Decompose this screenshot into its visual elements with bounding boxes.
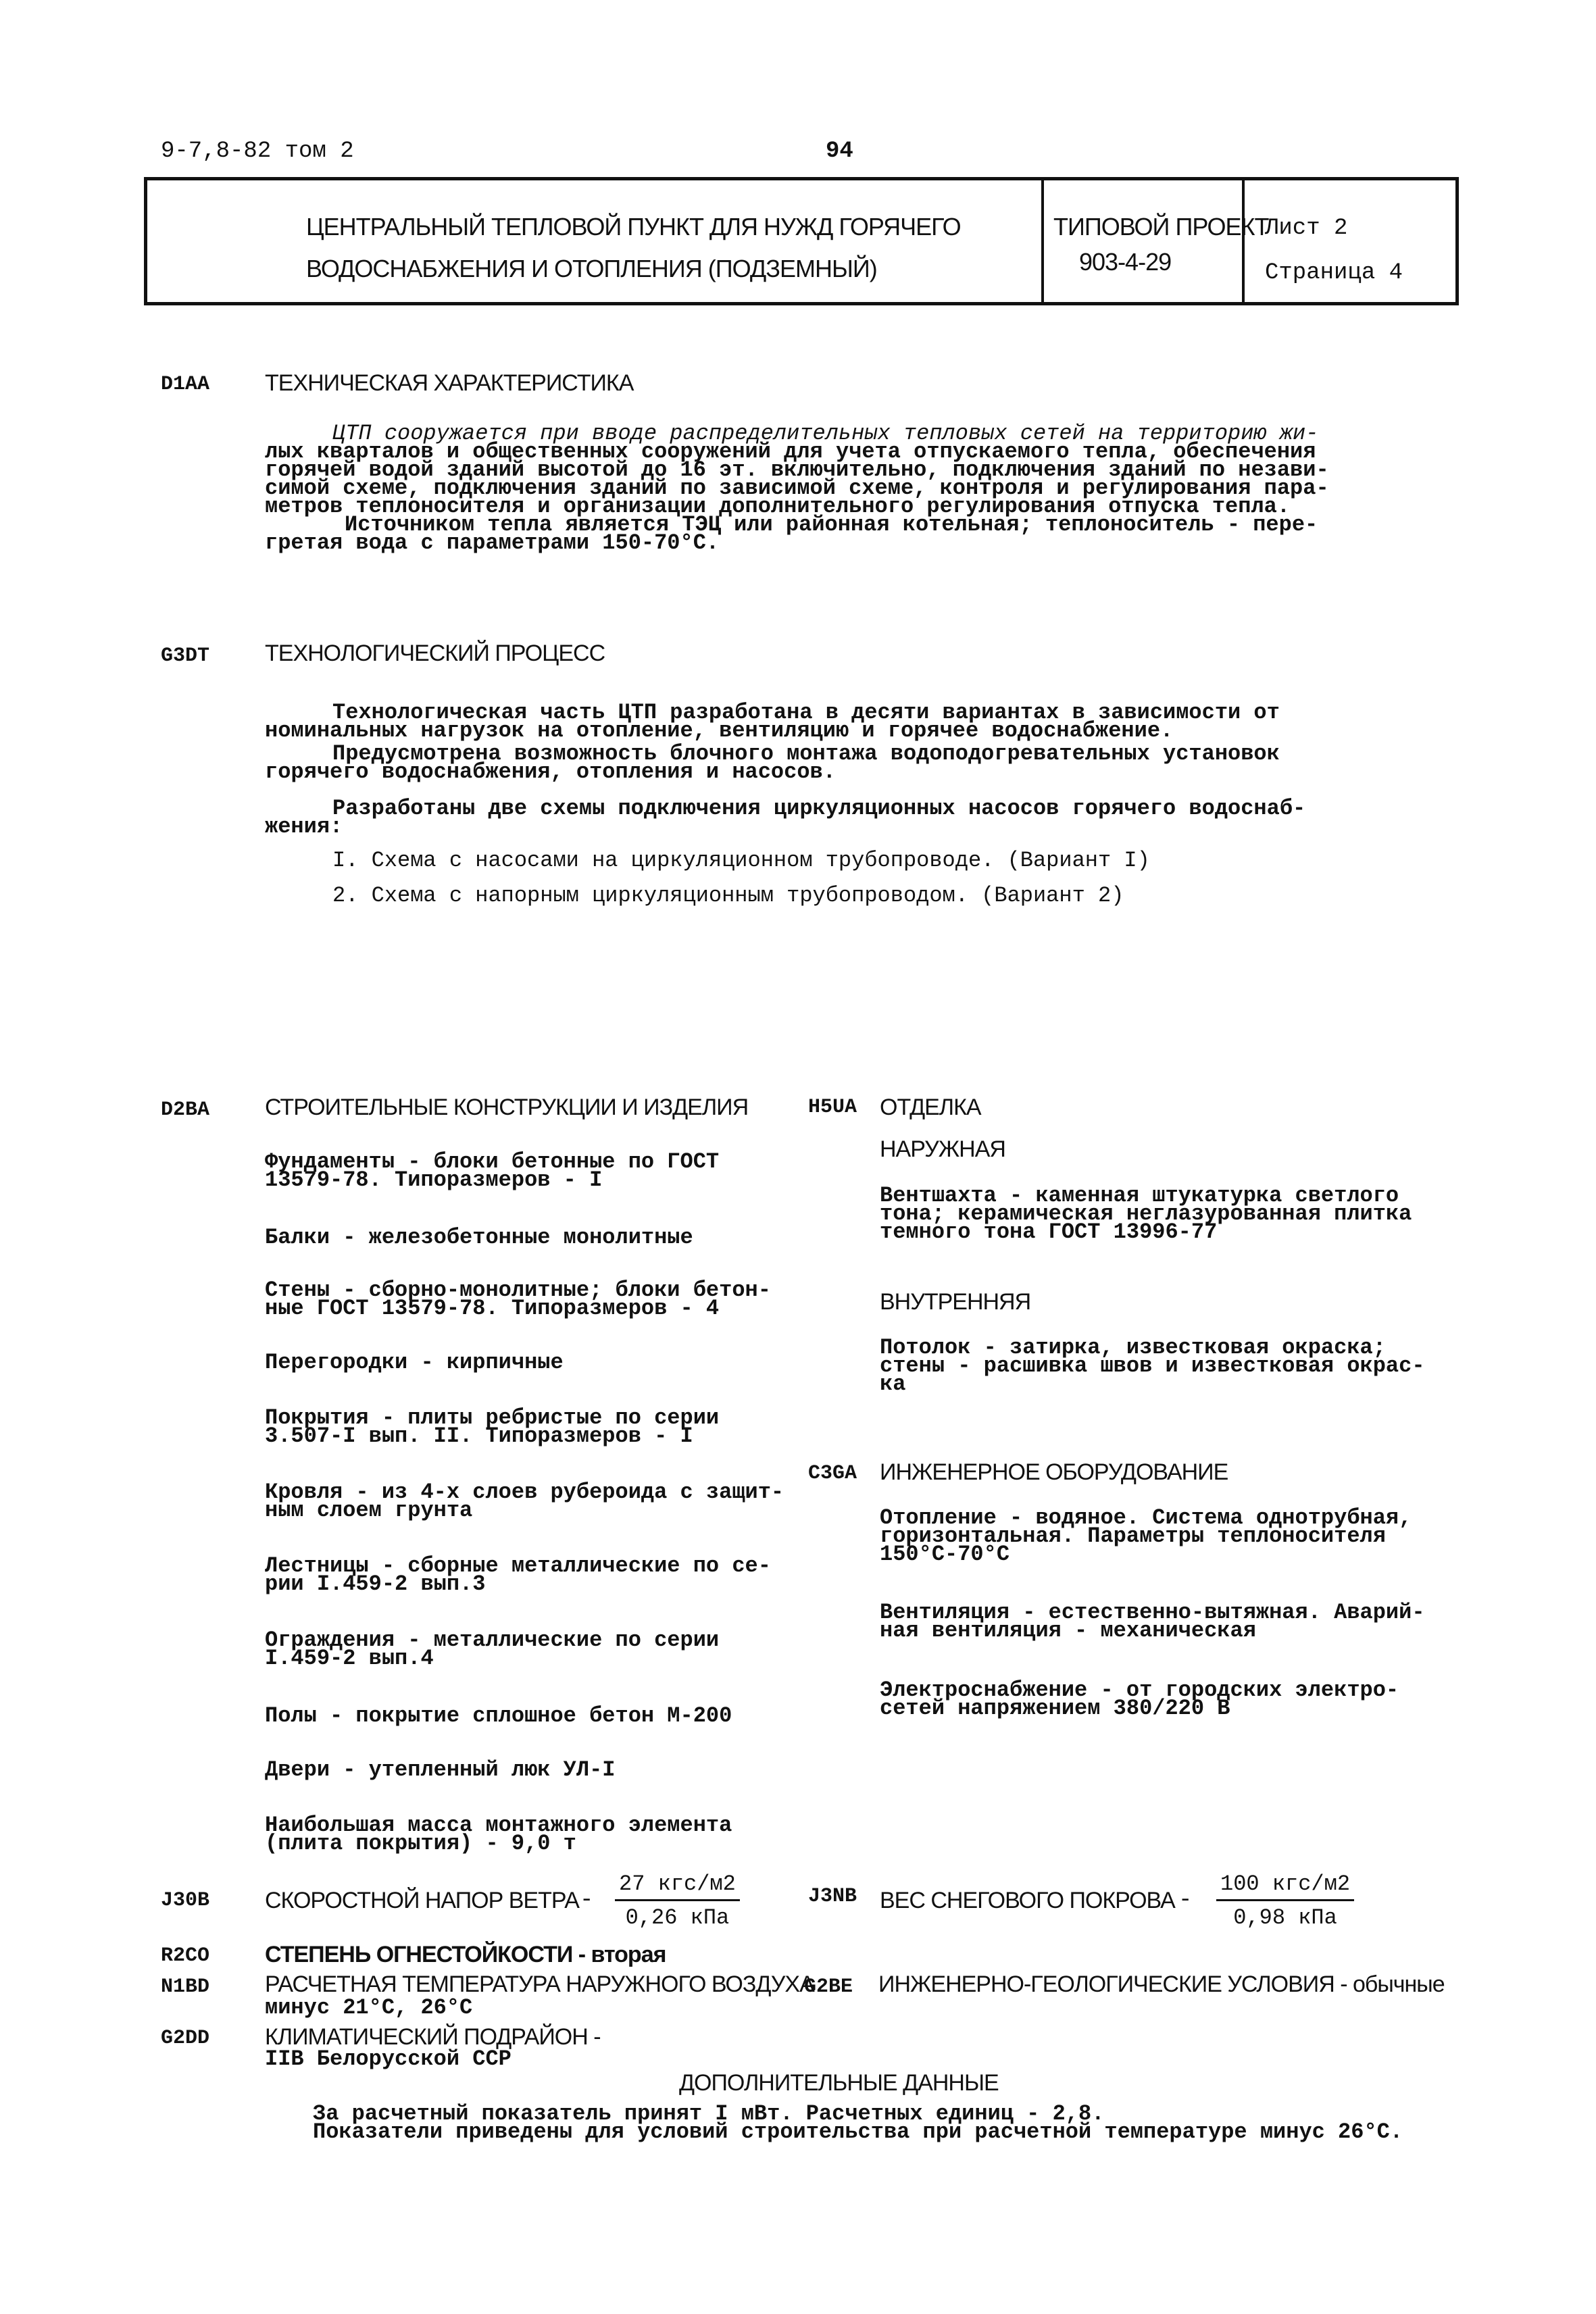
document-code: 9-7,8-82 том 2 xyxy=(161,139,354,164)
additional-line: За расчетный показатель принят I мВт. Расчетных единиц - 2,8. xyxy=(313,2101,1105,2126)
outdoor-temperature-label: РАСЧЕТНАЯ ТЕМПЕРАТУРА НАРУЖНОГО ВОЗДУХА xyxy=(265,1971,814,1997)
paragraph-line: номинальных нагрузок на отопление, вентиляцию и горячее водоснабжение. xyxy=(265,718,1174,743)
construction-item: I.459-2 вып.4 xyxy=(265,1646,434,1671)
wind-label: СКОРОСТНОЙ НАПОР ВЕТРА xyxy=(265,1888,579,1913)
sheet-cell xyxy=(1245,180,1455,302)
sheet-label: Лист 2 xyxy=(1265,216,1348,241)
equipment-line: Электроснабжение - от городских электро- xyxy=(880,1678,1399,1703)
construction-item: Кровля - из 4-х слоев рубероида с защит- xyxy=(265,1480,784,1505)
title-line-1: ЦЕНТРАЛЬНЫЙ ТЕПЛОВОЙ ПУНКТ ДЛЯ НУЖД ГОРЯЧЕГО xyxy=(306,213,961,241)
construction-item: рии I.459-2 вып.3 xyxy=(265,1571,486,1596)
fire-resistance: СТЕПЕНЬ ОГНЕСТОЙКОСТИ - вторая xyxy=(265,1942,666,1967)
section-code: G3DT xyxy=(161,645,210,668)
construction-item: ным слоем грунта xyxy=(265,1498,473,1523)
page-number: 94 xyxy=(826,139,853,164)
snow-dash: - xyxy=(1178,1888,1193,1913)
project-cell xyxy=(1044,180,1269,302)
parameter-code: N1BD xyxy=(161,1976,210,1998)
title-block xyxy=(144,177,1459,305)
equipment-line: сетей напряжением 380/220 В xyxy=(880,1696,1230,1721)
page-label: Страница 4 xyxy=(1265,260,1403,286)
paragraph-line: горячего водоснабжения, отопления и насосов. xyxy=(265,759,836,784)
section-heading: ТЕХНОЛОГИЧЕСКИЙ ПРОЦЕСС xyxy=(265,640,605,666)
paragraph-line: симой схеме, подключения зданий по зависимой схеме, контроля и регулирования пара- xyxy=(265,476,1329,501)
geology-conditions: ИНЖЕНЕРНО-ГЕОЛОГИЧЕСКИЕ УСЛОВИЯ - обычные xyxy=(878,1971,1445,1997)
construction-item: (плита покрытия) - 9,0 т xyxy=(265,1831,576,1856)
paragraph-line: Технологическая часть ЦТП разработана в десяти вариантах в зависимости от xyxy=(332,700,1280,725)
climate-value: IIВ Белорусской ССР xyxy=(265,2046,512,2071)
finish-line: Вентшахта - каменная штукатурка светлого xyxy=(880,1183,1399,1208)
construction-item: Балки - железобетонные монолитные xyxy=(265,1225,693,1250)
subsection-heading: НАРУЖНАЯ xyxy=(880,1136,1005,1162)
wind-value-kgs: 27 кгс/м2 xyxy=(615,1871,740,1901)
paragraph-line: жения: xyxy=(265,814,343,839)
paragraph-line: Разработаны две схемы подключения циркуляционных насосов горячего водоснаб- xyxy=(332,796,1306,821)
section-heading: ИНЖЕНЕРНОЕ ОБОРУДОВАНИЕ xyxy=(880,1459,1228,1485)
construction-item: 3.507-I вып. II. Типоразмеров - I xyxy=(265,1424,693,1449)
equipment-line: горизонтальная. Параметры теплоносителя xyxy=(880,1524,1386,1549)
outdoor-temperature-value: минус 21°С, 26°С xyxy=(265,1995,473,2020)
equipment-line: Отопление - водяное. Система однотрубная, xyxy=(880,1505,1412,1530)
section-code: D2BA xyxy=(161,1099,210,1122)
construction-item: 13579-78. Типоразмеров - I xyxy=(265,1167,603,1192)
equipment-line: ная вентиляция - механическая xyxy=(880,1618,1256,1643)
climate-label: КЛИМАТИЧЕСКИЙ ПОДРАЙОН - xyxy=(265,2024,601,2050)
paragraph-line: метров теплоносителя и организации дополнительного регулирования отпуска тепла. xyxy=(265,494,1291,519)
wind-value xyxy=(615,1871,740,1930)
finish-line: стены - расшивка швов и известковая окрас- xyxy=(880,1353,1425,1378)
section-heading: ОТДЕЛКА xyxy=(880,1095,981,1120)
wind-value-kpa: 0,26 кПа xyxy=(625,1905,730,1930)
paragraph-line: гретая вода с параметрами 150-70°С. xyxy=(265,530,720,555)
section-code: H5UA xyxy=(808,1096,857,1119)
construction-item: Фундаменты - блоки бетонные по ГОСТ xyxy=(265,1149,720,1174)
section-code: C3GA xyxy=(808,1462,857,1485)
paragraph-line: ЦТП сооружается при вводе распределительных тепловых сетей на территорию жи- xyxy=(332,421,1319,446)
equipment-line: Вентиляция - естественно-вытяжная. Аварий- xyxy=(880,1600,1425,1625)
finish-line: ка xyxy=(880,1372,906,1397)
snow-value-kpa: 0,98 кПа xyxy=(1233,1905,1337,1930)
parameter-code: J30B xyxy=(161,1889,210,1912)
section-heading: ТЕХНИЧЕСКАЯ ХАРАКТЕРИСТИКА xyxy=(265,370,634,396)
construction-item: Ограждения - металлические по серии xyxy=(265,1628,720,1653)
finish-line: Потолок - затирка, известковая окраска; xyxy=(880,1335,1386,1360)
finish-line: тона; керамическая неглазурованная плитка xyxy=(880,1201,1412,1226)
section-heading: СТРОИТЕЛЬНЫЕ КОНСТРУКЦИИ И ИЗДЕЛИЯ xyxy=(265,1095,749,1120)
parameter-code: J3NB xyxy=(808,1885,857,1908)
wind-dash: - xyxy=(580,1888,594,1913)
paragraph-line: Предусмотрена возможность блочного монтажа водоподогревательных установок xyxy=(332,741,1280,766)
construction-item: Перегородки - кирпичные xyxy=(265,1350,564,1375)
list-item: 2. Схема с напорным циркуляционным трубопроводом. (Вариант 2) xyxy=(332,883,1124,908)
snow-value xyxy=(1216,1871,1354,1930)
section-code: D1AA xyxy=(161,373,210,396)
additional-line: Показатели приведены для условий строительства при расчетной температуре минус 26°С. xyxy=(313,2119,1403,2144)
construction-item: Наибольшая масса монтажного элемента xyxy=(265,1813,732,1838)
snow-label: ВЕС СНЕГОВОГО ПОКРОВА xyxy=(880,1888,1175,1913)
paragraph-line: Источником тепла является ТЭЦ или районная котельная; теплоноситель - пере- xyxy=(345,512,1318,537)
equipment-line: 150°С-70°С xyxy=(880,1542,1010,1567)
title-cell xyxy=(147,180,1044,302)
construction-item: Лестницы - сборные металлические по се- xyxy=(265,1553,771,1578)
construction-item: ные ГОСТ 13579-78. Типоразмеров - 4 xyxy=(265,1296,720,1321)
title-line-2: ВОДОСНАБЖЕНИЯ И ОТОПЛЕНИЯ (ПОДЗЕМНЫЙ) xyxy=(306,255,877,282)
paragraph-line: лых кварталов и общественных сооружений для учета отпускаемого тепла, обеспечения xyxy=(265,439,1316,464)
snow-value-kgs: 100 кгс/м2 xyxy=(1216,1871,1354,1901)
additional-heading: ДОПОЛНИТЕЛЬНЫЕ ДАННЫЕ xyxy=(679,2070,999,2096)
parameter-code: R2CO xyxy=(161,1944,210,1967)
construction-item: Стены - сборно-монолитные; блоки бетон- xyxy=(265,1278,771,1303)
parameter-code: G2BE xyxy=(804,1976,853,1998)
construction-item: Покрытия - плиты ребристые по серии xyxy=(265,1405,720,1430)
finish-line: темного тона ГОСТ 13996-77 xyxy=(880,1219,1218,1244)
parameter-code: G2DD xyxy=(161,2027,210,2050)
list-item: I. Схема с насосами на циркуляционном трубопроводе. (Вариант I) xyxy=(332,848,1150,873)
project-number: 903-4-29 xyxy=(1079,248,1172,276)
construction-item: Двери - утепленный люк УЛ-I xyxy=(265,1757,616,1782)
construction-item: Полы - покрытие сплошное бетон М-200 xyxy=(265,1703,732,1728)
project-type: ТИПОВОЙ ПРОЕКТ xyxy=(1053,213,1269,241)
subsection-heading: ВНУТРЕННЯЯ xyxy=(880,1289,1031,1315)
paragraph-line: горячей водой зданий высотой до 16 эт. включительно, подключения зданий по незави- xyxy=(265,457,1329,482)
